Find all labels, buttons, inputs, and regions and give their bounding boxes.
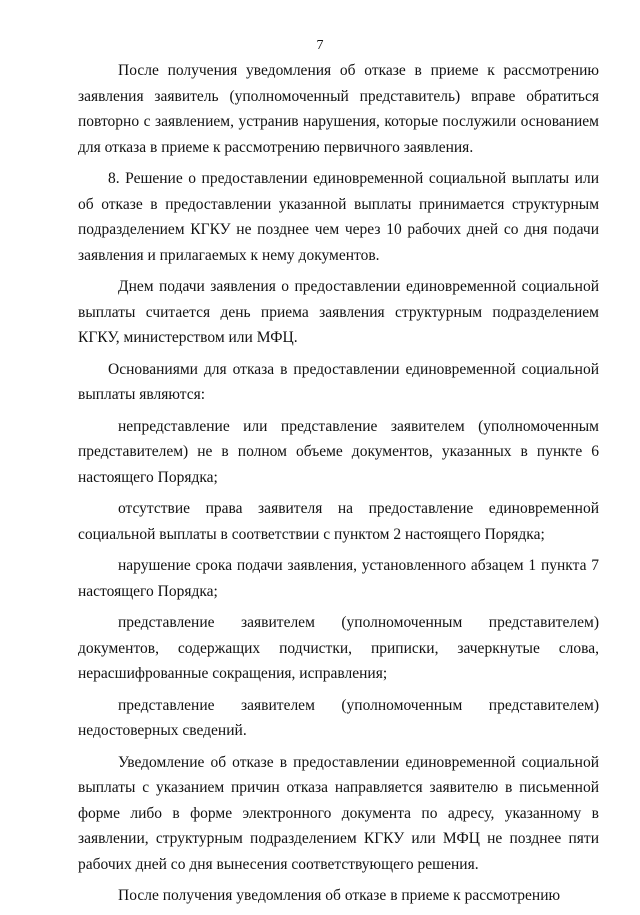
paragraph-refusal-grounds-intro: Основаниями для отказа в предоставлении единовременной социальной выплаты являются: <box>78 360 599 403</box>
list-item-deadline-violation: нарушение срока подачи заявления, установленного абзацем 1 пункта 7 настоящего Порядка; <box>78 557 599 600</box>
paragraph-after-notice: После получения уведомления об отказе в приеме к рассмотрению <box>118 887 561 904</box>
page-number: 7 <box>316 38 324 53</box>
paragraph-decision-deadline: 8. Решение о предоставлении единовременной социальной выплаты или об отказе в предоставлении указанной выплаты принимается структурным подразделением КГКУ не позднее чем через 10 рабочих дней со дня подачи заявления и прилагаемых к нему документов. <box>78 170 599 264</box>
list-item-no-right: отсутствие права заявителя на предоставление единовременной социальной выплаты в соответствии с пунктом 2 настоящего Порядка; <box>78 500 599 543</box>
paragraph-repeat-application: После получения уведомления об отказе в приеме к рассмотрению заявления заявитель (уполномоченный представитель) вправе обратиться повторно с заявлением, устранив нарушения, которые послужили основанием для отказа в приеме к рассмотрению первичного заявления. <box>78 62 599 156</box>
list-item-incomplete-documents: непредставление или представление заявителем (уполномоченным представителем) не в полном объеме документов, указанных в пункте 6 настоящего Порядка; <box>78 417 599 486</box>
list-item-false-information: представление заявителем (уполномоченным представителем) недостоверных сведений. <box>78 696 599 739</box>
paragraph-filing-day: Днем подачи заявления о предоставлении единовременной социальной выплаты считается день приема заявления структурным подразделением КГКУ, министерством или МФЦ. <box>78 278 599 346</box>
document-body <box>78 58 599 915</box>
list-item-altered-documents: представление заявителем (уполномоченным представителем) документов, содержащих подчистки, приписки, зачеркнутые слова, нерасшифрованные сокращения, исправления; <box>78 614 599 682</box>
paragraph-refusal-notice: Уведомление об отказе в предоставлении единовременной социальной выплаты с указанием причин отказа направляется заявителю в письменной форме либо в форме электронного документа по адресу, указанному в заявлении, структурным подразделением КГКУ или МФЦ не позднее пяти рабочих дней со дня вынесения соответствующего решения. <box>78 753 599 873</box>
